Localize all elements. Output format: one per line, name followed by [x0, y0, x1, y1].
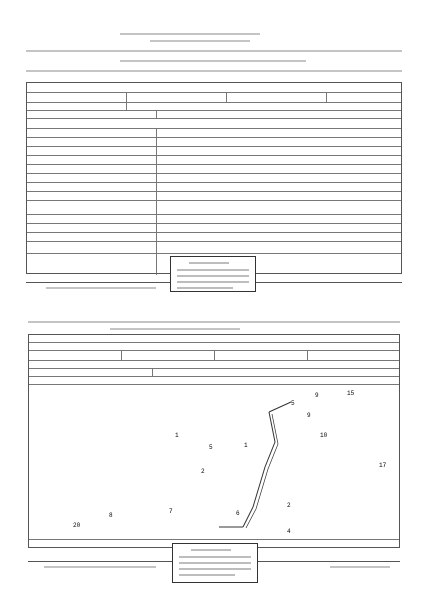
point-label: 1 — [244, 442, 248, 449]
table-row — [27, 147, 401, 156]
point-label: 10 — [320, 432, 328, 439]
table-row — [27, 156, 401, 165]
table-row — [27, 233, 401, 242]
page2-header-row-2 — [29, 343, 399, 351]
page1-header-row-1 — [27, 83, 401, 93]
page2-header-row-5 — [29, 369, 399, 377]
point-label: 8 — [109, 512, 113, 519]
page1-header-row-4 — [27, 111, 401, 119]
point-label: 15 — [347, 390, 355, 397]
page1-intro-line-3 — [26, 70, 402, 72]
page1-title-line — [120, 33, 260, 35]
point-label: 5 — [209, 444, 213, 451]
page2-signature-caption-right — [330, 566, 390, 568]
point-label: 2 — [201, 468, 205, 475]
page2-header-row-1 — [29, 335, 399, 343]
land-plot-scheme — [29, 387, 399, 537]
point-label: 4 — [287, 528, 291, 535]
page2-intro-line-1 — [28, 321, 400, 323]
page2-header-row-3 — [29, 351, 399, 361]
table-row — [27, 183, 401, 192]
page2-header-row-4 — [29, 361, 399, 369]
page2-scheme-title-row — [29, 377, 399, 385]
point-label: 17 — [379, 462, 387, 469]
table-row — [27, 138, 401, 147]
page1-subtitle-line — [150, 40, 250, 42]
page1-intro-line-2 — [120, 60, 306, 62]
page1-table — [26, 82, 402, 274]
table-row — [27, 174, 401, 183]
table-row — [27, 215, 401, 224]
point-label: 7 — [169, 508, 173, 515]
table-row — [27, 165, 401, 174]
point-label: 6 — [236, 510, 240, 517]
table-row — [27, 129, 401, 138]
point-label: 9 — [307, 412, 311, 419]
table-row — [27, 201, 401, 215]
page2-signature-stamp — [172, 543, 258, 583]
page2-signature-caption-left — [44, 566, 156, 568]
table-row — [27, 192, 401, 201]
page1-signature-stamp — [170, 256, 256, 292]
point-label: 20 — [73, 522, 81, 529]
page2-table — [28, 334, 400, 548]
point-label: 9 — [315, 392, 319, 399]
point-label: 5 — [291, 400, 295, 407]
table-row — [27, 242, 401, 254]
boundary-line-top — [269, 402, 291, 412]
page2-intro-line-2 — [110, 328, 240, 330]
page1-intro-line-1 — [26, 50, 402, 52]
point-label: 1 — [175, 432, 179, 439]
point-label: 2 — [287, 502, 291, 509]
boundary-line — [243, 412, 275, 527]
page1-header-row-3 — [27, 103, 401, 111]
table-row — [27, 224, 401, 233]
page1-header-row-2 — [27, 93, 401, 103]
page1-signature-caption — [46, 287, 156, 289]
page1-header-row-5 — [27, 119, 401, 129]
